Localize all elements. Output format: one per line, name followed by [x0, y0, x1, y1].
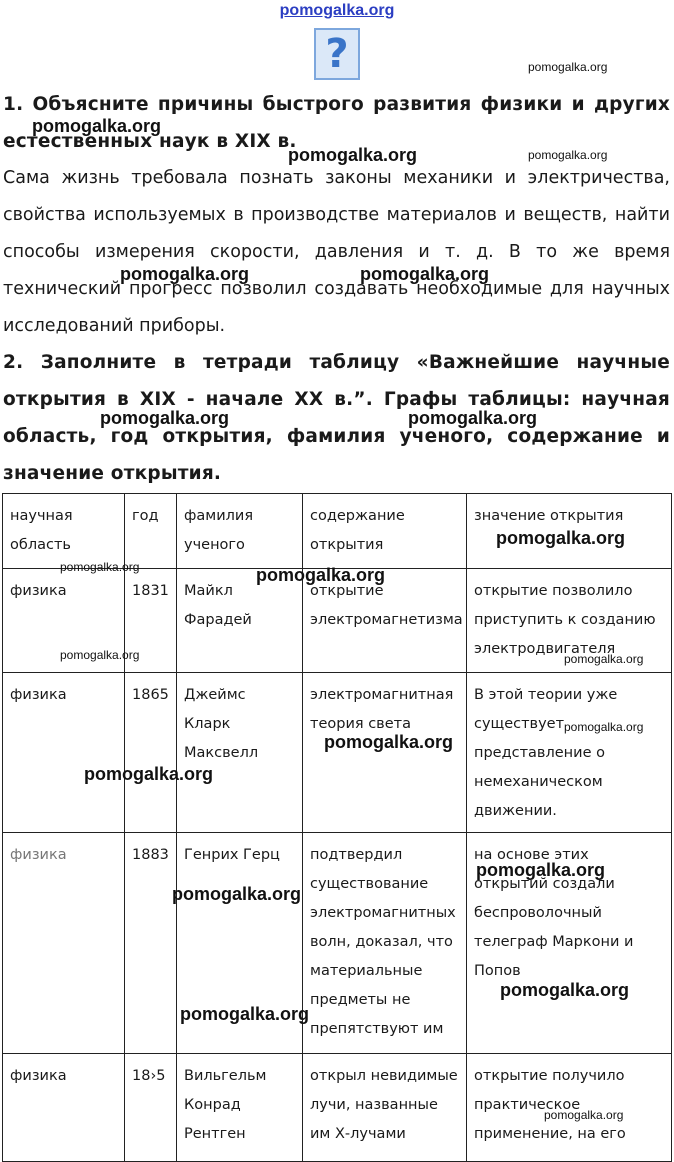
- table-cell: Майкл Фарадей: [177, 569, 303, 673]
- table-cell: открыл невидимые лучи, названные им Х-лучами: [303, 1054, 467, 1162]
- question-2: 2. Заполните в тетради таблицу «Важнейшие научные открытия в XIX - начале XX в.”. Графы таблицы: научная область, год открытия, фамилия ученого, содержание и значение открытия.: [3, 352, 670, 484]
- table-cell: физика: [3, 673, 125, 833]
- table-cell: подтвердил существование электромагнитных волн, доказал, что материальные предметы не препятствуют им: [303, 833, 467, 1054]
- watermark: pomogalka.org: [324, 732, 454, 752]
- watermark: pomogalka.org: [84, 764, 214, 784]
- question-1: 1. Объясните причины быстрого развития физики и других естественных наук в XIX в.: [3, 94, 670, 152]
- table-cell: Вильгельм Конрад Рентген: [177, 1054, 303, 1162]
- header-cell: год: [125, 494, 177, 569]
- table-cell: Генрих Герц: [177, 833, 303, 1054]
- top-site-link[interactable]: pomogalka.org: [279, 2, 395, 19]
- header-cell: содержание открытия: [303, 494, 467, 569]
- table-cell: Джеймс Кларк Максвелл: [177, 673, 303, 833]
- table-cell: физика: [3, 1054, 125, 1162]
- table-cell: открытие получило практическое применение, на его: [467, 1054, 672, 1162]
- table-cell: 18›5: [125, 1054, 177, 1162]
- watermark: pomogalka.org: [528, 148, 608, 162]
- watermark: pomogalka.org: [564, 720, 644, 734]
- table-cell: физика: [3, 833, 125, 1054]
- table-cell: открытие электромагнетизма: [303, 569, 467, 673]
- table-cell: В этой теории уже существует представление о немеханическом движении.: [467, 673, 672, 833]
- table-cell: на основе этих открытий создали беспроволочный телеграф Маркони и Попов: [467, 833, 672, 1054]
- watermark: pomogalka.org: [496, 528, 626, 548]
- table-cell: открытие позволило приступить к созданию электродвигателя: [467, 569, 672, 673]
- watermark: pomogalka.org: [60, 560, 140, 574]
- header-cell: научная область: [3, 494, 125, 569]
- watermark: pomogalka.org: [60, 648, 140, 662]
- table-cell: 1883: [125, 833, 177, 1054]
- header-cell: фамилия ученого: [177, 494, 303, 569]
- table-cell: электромагнитная теория света: [303, 673, 467, 833]
- watermark: pomogalka.org: [180, 1004, 310, 1024]
- table-cell: 1831: [125, 569, 177, 673]
- watermark: pomogalka.org: [500, 980, 630, 1000]
- watermark: pomogalka.org: [120, 264, 250, 284]
- watermark: pomogalka.org: [528, 60, 608, 74]
- watermark: pomogalka.org: [360, 264, 490, 284]
- watermark: pomogalka.org: [32, 116, 162, 136]
- watermark: pomogalka.org: [564, 652, 644, 666]
- watermark: pomogalka.org: [100, 408, 230, 428]
- watermark: pomogalka.org: [172, 884, 302, 904]
- watermark: pomogalka.org: [408, 408, 538, 428]
- header-cell: значение открытия: [467, 494, 672, 569]
- watermark: pomogalka.org: [544, 1108, 624, 1122]
- watermark: pomogalka.org: [476, 860, 606, 880]
- answer-1: Сама жизнь требовала познать законы механики и электричества, свойства используемых в производстве материалов и веществ, найти способы измерения скорости, давления и т. д. В то же время технический прогресс позволил создавать необходимые для научных исследований приборы.: [3, 168, 670, 336]
- watermark: pomogalka.org: [288, 145, 418, 165]
- discoveries-table: [2, 493, 672, 1162]
- table-cell: 1865: [125, 673, 177, 833]
- watermark: pomogalka.org: [256, 565, 386, 585]
- question-mark-icon: ?: [314, 28, 360, 80]
- table-cell: физика: [3, 569, 125, 673]
